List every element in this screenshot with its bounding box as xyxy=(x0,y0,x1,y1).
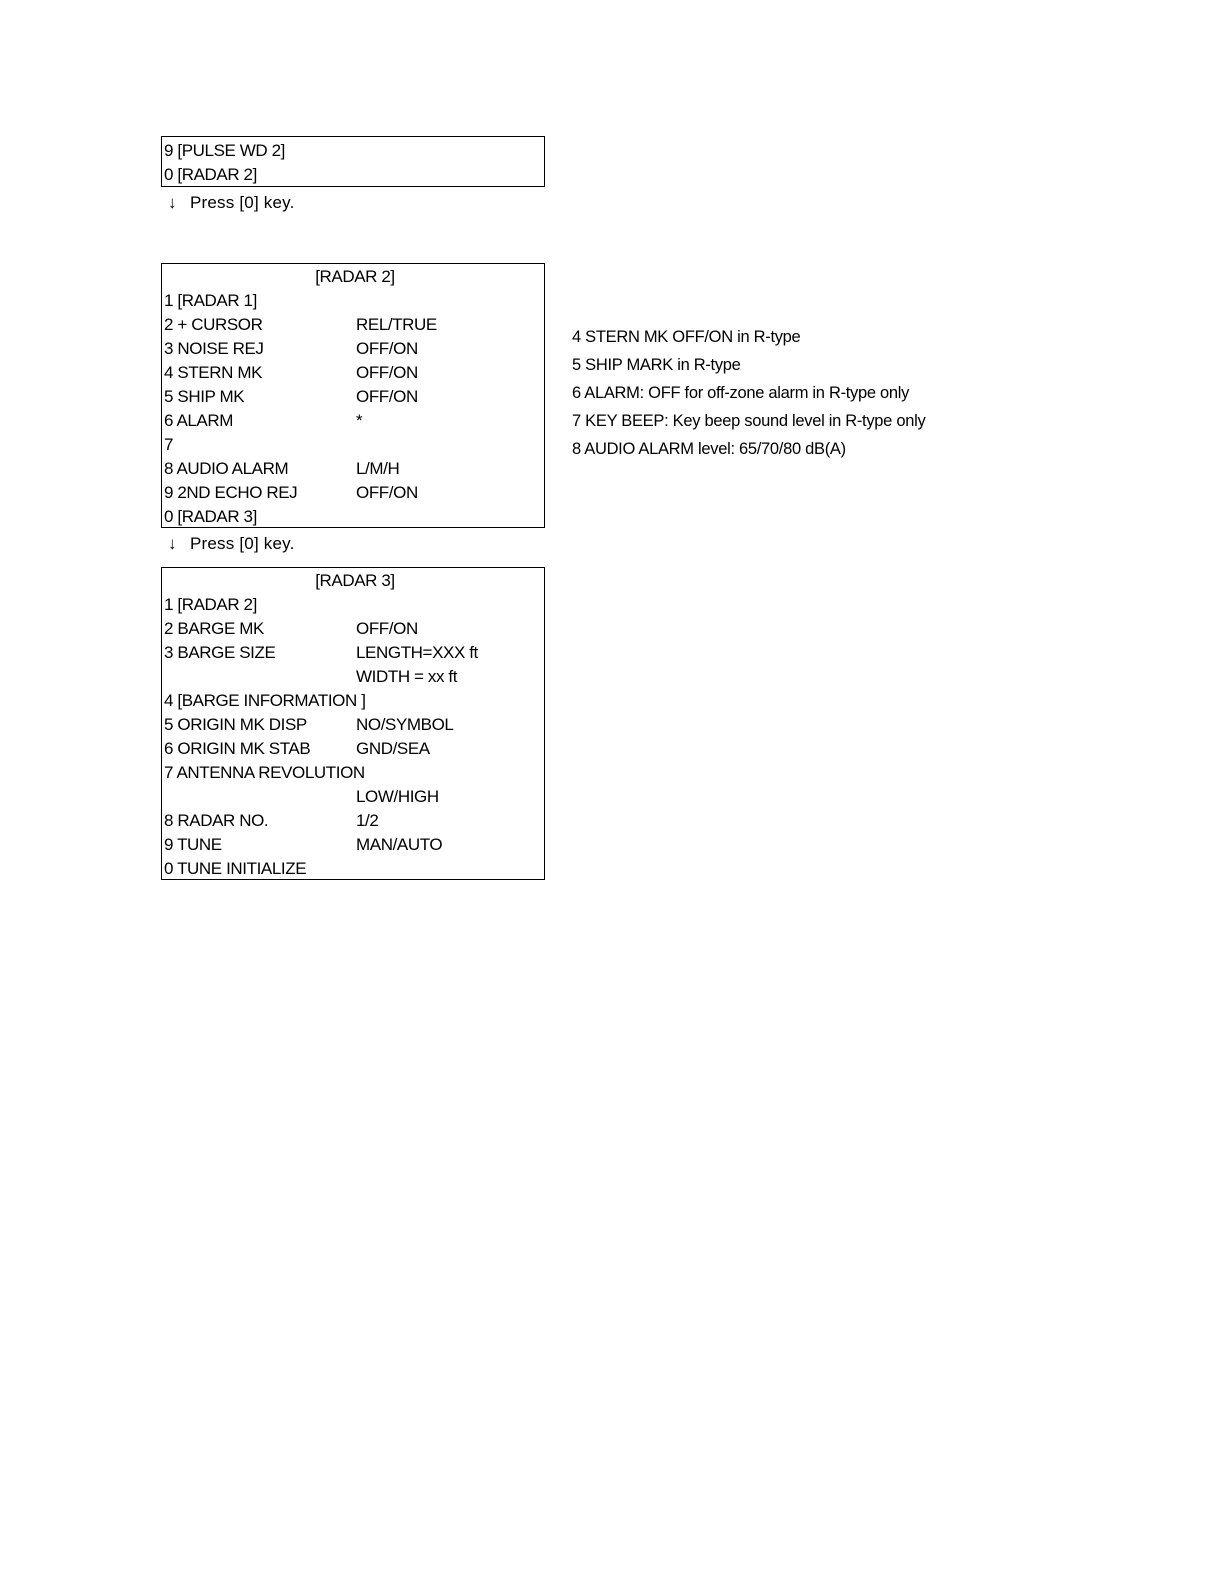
menu-item-alarm[interactable] xyxy=(162,409,544,433)
menu-item-label: 0 [RADAR 2] xyxy=(164,165,257,184)
menu-item-value: OFF/ON xyxy=(356,339,418,358)
menu-item-label: 0 TUNE INITIALIZE xyxy=(164,859,307,878)
menu-item-value: NO/SYMBOL xyxy=(356,715,454,734)
note-alarm: 6 ALARM: OFF for off-zone alarm in R-type only xyxy=(572,384,910,402)
menu-item-value: OFF/ON xyxy=(356,363,418,382)
menu-item-origin-mk-stab[interactable] xyxy=(162,737,544,761)
press-key-instruction xyxy=(168,534,295,554)
menu-item-antenna-revolution-value[interactable] xyxy=(162,785,544,809)
menu-item-radar-2[interactable] xyxy=(162,163,544,187)
menu-item-label: 4 [BARGE INFORMATION ] xyxy=(164,691,366,710)
menu-item-noise-rej[interactable] xyxy=(162,337,544,361)
menu-item-label: 0 [RADAR 3] xyxy=(164,507,257,526)
menu-title: [RADAR 2] xyxy=(315,267,395,286)
radar-3-menu xyxy=(161,567,545,880)
menu-item-barge-information[interactable] xyxy=(162,689,544,713)
menu-item-value: OFF/ON xyxy=(356,387,418,406)
menu-item-label: 5 ORIGIN MK DISP xyxy=(164,715,307,734)
menu-item-barge-mk[interactable] xyxy=(162,617,544,641)
down-arrow-icon: ↓ xyxy=(168,534,177,553)
menu-item-label: 9 TUNE xyxy=(164,835,222,854)
menu-item-value: 1/2 xyxy=(356,811,379,830)
note-key-beep: 7 KEY BEEP: Key beep sound level in R-type only xyxy=(572,412,926,430)
menu-item-value: MAN/AUTO xyxy=(356,835,443,854)
menu-item-7[interactable] xyxy=(162,433,544,457)
menu-item-antenna-revolution[interactable] xyxy=(162,761,544,785)
menu-item-audio-alarm[interactable] xyxy=(162,457,544,481)
menu-item-pulse-wd-2[interactable] xyxy=(162,139,544,163)
menu-item-label: 1 [RADAR 2] xyxy=(164,595,257,614)
pulse-wd-menu-box xyxy=(161,136,545,187)
menu-item-label: 6 ALARM xyxy=(164,411,234,430)
menu-item-radar-2[interactable] xyxy=(162,593,544,617)
explanatory-notes xyxy=(572,323,925,463)
menu-item-label: 8 RADAR NO. xyxy=(164,811,269,830)
menu-item-label: 3 BARGE SIZE xyxy=(164,643,276,662)
radar-2-menu xyxy=(161,263,545,528)
menu-item-value: REL/TRUE xyxy=(356,315,437,334)
menu-item-radar-no[interactable] xyxy=(162,809,544,833)
menu-item-tune[interactable] xyxy=(162,833,544,857)
menu-item-2nd-echo-rej[interactable] xyxy=(162,481,544,505)
menu-item-label: 2 + CURSOR xyxy=(164,315,263,334)
menu-item-radar-3[interactable] xyxy=(162,505,544,529)
menu-item-label: 9 2ND ECHO REJ xyxy=(164,483,298,502)
menu-item-label: 2 BARGE MK xyxy=(164,619,264,638)
menu-item-origin-mk-disp[interactable] xyxy=(162,713,544,737)
menu-item-value: WIDTH = xx ft xyxy=(356,667,458,686)
menu-item-value: GND/SEA xyxy=(356,739,430,758)
menu-item-label: 8 AUDIO ALARM xyxy=(164,459,289,478)
instruction-text: Press [0] key. xyxy=(190,193,295,212)
menu-item-value: L/M/H xyxy=(356,459,400,478)
menu-item-stern-mk[interactable] xyxy=(162,361,544,385)
menu-item-label: 7 ANTENNA REVOLUTION xyxy=(164,763,365,782)
menu-item-value: * xyxy=(356,411,363,430)
menu-item-label: 7 xyxy=(164,435,174,454)
menu-item-radar-1[interactable] xyxy=(162,289,544,313)
instruction-text: Press [0] key. xyxy=(190,534,295,553)
menu-item-label: 3 NOISE REJ xyxy=(164,339,264,358)
menu-item-value: LOW/HIGH xyxy=(356,787,439,806)
note-ship-mark: 5 SHIP MARK in R-type xyxy=(572,356,741,374)
menu-item-barge-size[interactable] xyxy=(162,641,544,665)
note-stern-mk: 4 STERN MK OFF/ON in R-type xyxy=(572,328,801,346)
press-key-instruction xyxy=(168,193,295,213)
menu-item-value: LENGTH=XXX ft xyxy=(356,643,478,662)
menu-item-tune-initialize[interactable] xyxy=(162,857,544,881)
menu-item-label: 9 [PULSE WD 2] xyxy=(164,141,285,160)
menu-item-label: 5 SHIP MK xyxy=(164,387,245,406)
menu-item-cursor[interactable] xyxy=(162,313,544,337)
menu-item-label: 4 STERN MK xyxy=(164,363,263,382)
menu-item-value: OFF/ON xyxy=(356,483,418,502)
menu-title: [RADAR 3] xyxy=(315,571,395,590)
menu-item-ship-mk[interactable] xyxy=(162,385,544,409)
down-arrow-icon: ↓ xyxy=(168,193,177,212)
menu-item-value: OFF/ON xyxy=(356,619,418,638)
menu-item-label: 1 [RADAR 1] xyxy=(164,291,257,310)
menu-item-barge-width[interactable] xyxy=(162,665,544,689)
menu-item-label: 6 ORIGIN MK STAB xyxy=(164,739,311,758)
note-audio-alarm: 8 AUDIO ALARM level: 65/70/80 dB(A) xyxy=(572,440,846,458)
